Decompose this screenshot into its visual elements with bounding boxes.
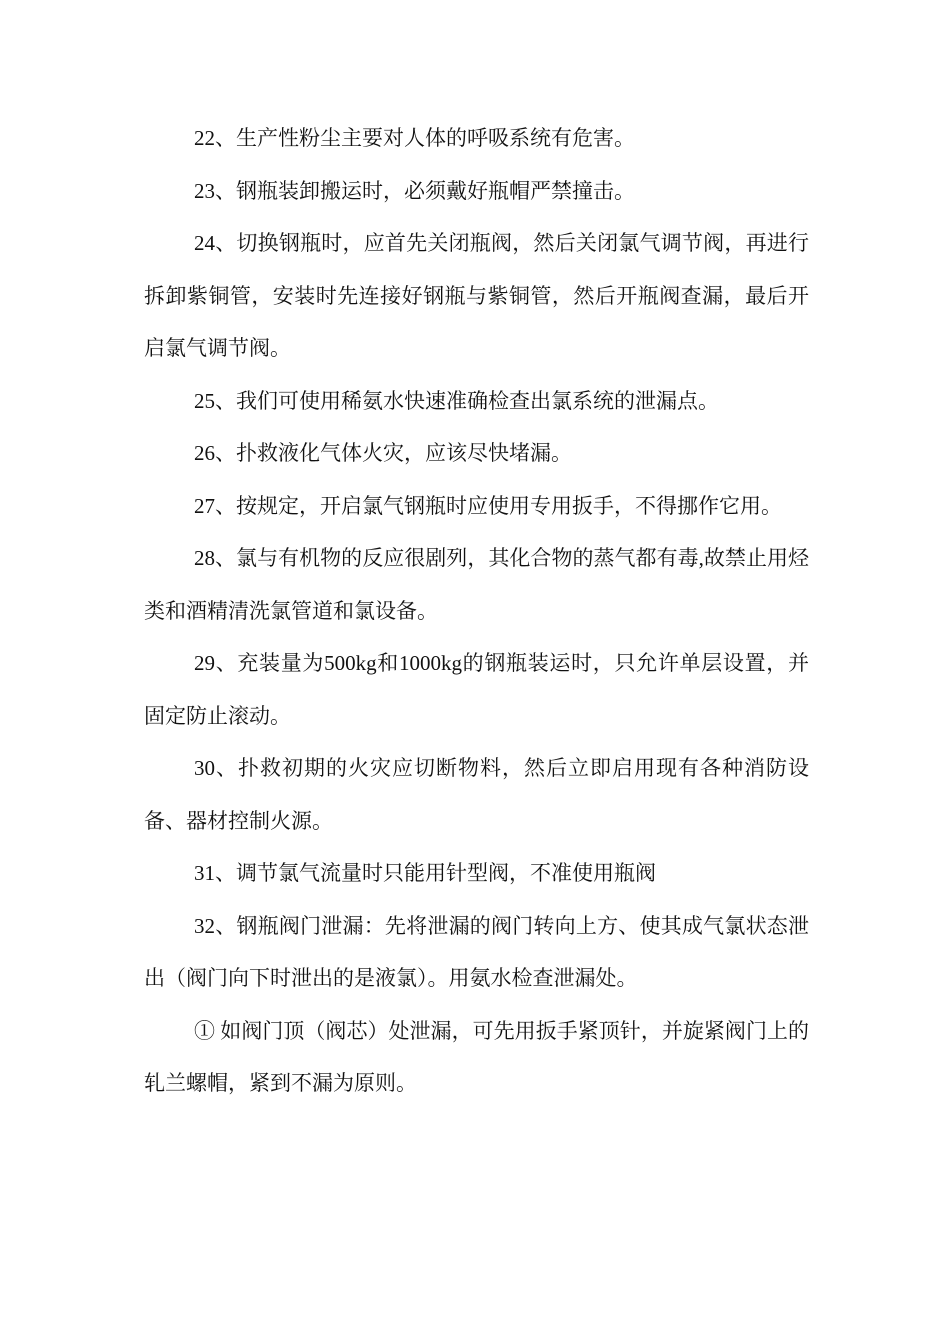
document-body [144,112,809,1110]
paragraph-30: 30、扑救初期的火灾应切断物料，然后立即启用现有各种消防设备、器材控制火源。 [144,756,809,833]
paragraph-29: 29、充装量为500kg和1000kg的钢瓶装运时，只允许单层设置，并固定防止滚动。 [144,651,809,728]
paragraph-24: 24、切换钢瓶时，应首先关闭瓶阀，然后关闭氯气调节阀，再进行拆卸紫铜管，安装时先连接好钢瓶与紫铜管，然后开瓶阀查漏，最后开启氯气调节阀。 [144,231,809,360]
paragraph-28: 28、氯与有机物的反应很剧列，其化合物的蒸气都有毒,故禁止用烃类和酒精清洗氯管道和氯设备。 [144,546,809,623]
paragraph-32-item-1: ① 如阀门顶（阀芯）处泄漏，可先用扳手紧顶针，并旋紧阀门上的轧兰螺帽，紧到不漏为原则。 [144,1018,809,1095]
paragraph-26: 26、扑救液化气体火灾，应该尽快堵漏。 [194,441,572,465]
paragraph-22: 22、生产性粉尘主要对人体的呼吸系统有危害。 [194,126,635,150]
paragraph-31: 31、调节氯气流量时只能用针型阀，不准使用瓶阀 [194,861,656,885]
paragraph-32: 32、钢瓶阀门泄漏：先将泄漏的阀门转向上方、使其成气氯状态泄出（阀门向下时泄出的是液氯）。用氨水检查泄漏处。 [144,913,809,990]
paragraph-25: 25、我们可使用稀氨水快速准确检查出氯系统的泄漏点。 [194,388,719,413]
paragraph-23: 23、钢瓶装卸搬运时，必须戴好瓶帽严禁撞击。 [194,178,635,203]
paragraph-27: 27、按规定，开启氯气钢瓶时应使用专用扳手，不得挪作它用。 [194,493,782,518]
